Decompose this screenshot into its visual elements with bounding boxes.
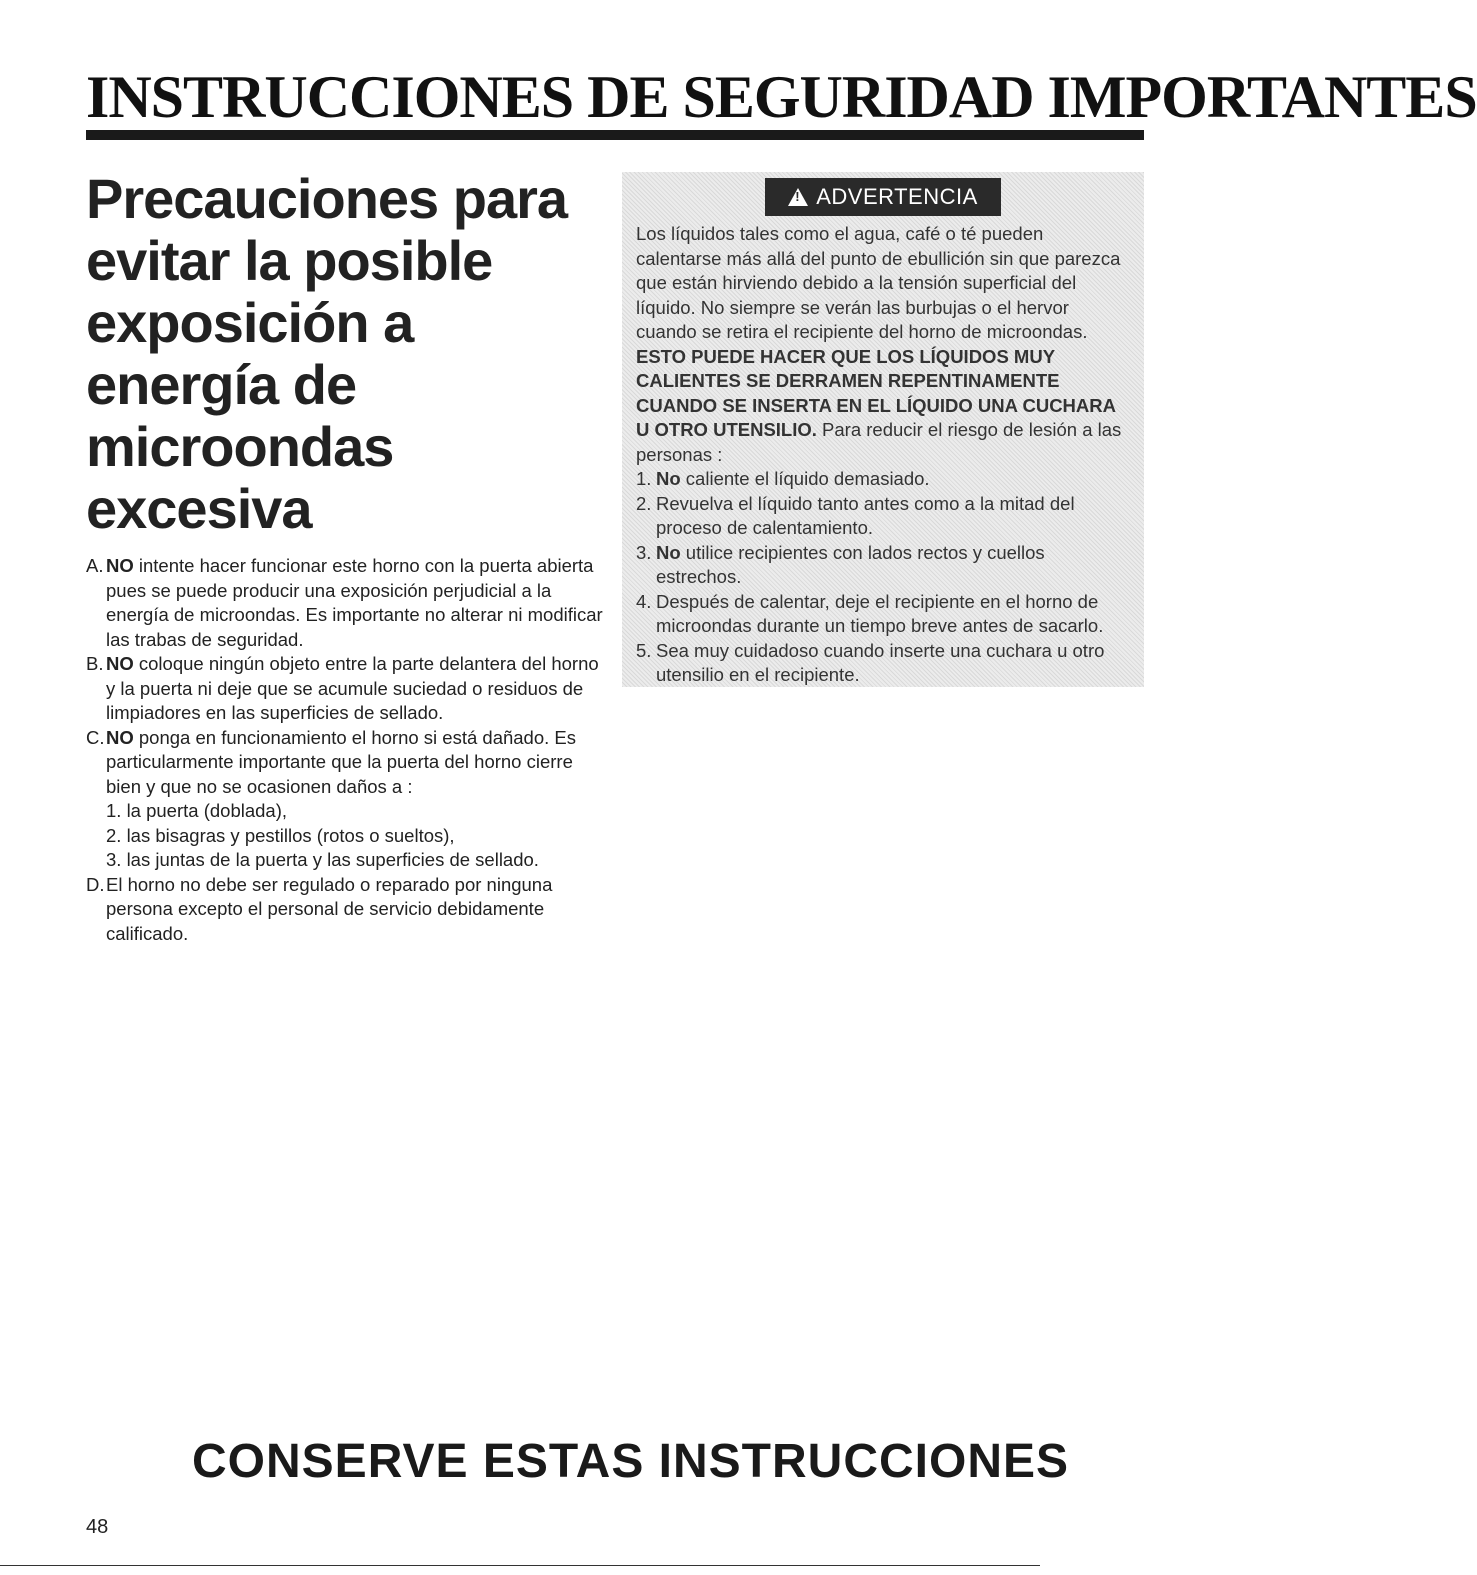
header-rule	[86, 130, 1144, 140]
precautions-column	[86, 168, 606, 946]
warning-list-item	[636, 590, 1130, 639]
precaution-emphasis: NO	[106, 726, 134, 748]
warning-intro: Los líquidos tales como el agua, café o té pueden calentarse más allá del punto de ebullición sin que parezca que están hirviendo debido a la tensión superficial del líquido. No siempre se verán las burbujas o el hervor cuando se retira el recipiente del horno de microondas.	[636, 223, 1121, 342]
section-title	[86, 168, 606, 540]
warning-list-item	[636, 492, 1130, 541]
warning-paragraph	[636, 222, 1130, 467]
bottom-rule	[0, 1565, 1040, 1566]
damage-sub-item: 1. la puerta (doblada),	[106, 800, 288, 821]
warning-item-number: 5.	[636, 639, 652, 661]
section-title-line-2: evitar la posible	[86, 229, 493, 292]
precaution-text: El horno no debe ser regulado o reparado por ninguna persona excepto el personal de servicio debidamente calificado.	[106, 873, 553, 944]
precaution-item-b	[86, 652, 606, 726]
warning-item-number: 1.	[636, 468, 652, 489]
warning-item-text: Revuelva el líquido tanto antes como a la mitad del proceso de calentamiento.	[656, 492, 1075, 538]
warning-after-caps: Para reducir el riesgo de lesión a las personas :	[636, 419, 1122, 465]
precaution-item-c	[86, 726, 606, 873]
precaution-text: intente hacer funcionar este horno con la puerta abierta pues se puede producir una exposición perjudicial a la energía de microondas. Es importante no alterar ni modificar las trabas de seguridad.	[106, 555, 603, 650]
warning-item-text: utilice recipientes con lados rectos y cuellos estrechos.	[656, 541, 1045, 587]
precaution-item-d	[86, 873, 606, 947]
damage-sub-item: 2. las bisagras y pestillos (rotos o sueltos),	[106, 824, 455, 846]
warning-header	[765, 178, 1001, 216]
warning-list-item	[636, 639, 1130, 688]
precaution-letter: A.	[86, 555, 104, 576]
warning-item-text: caliente el líquido demasiado.	[680, 468, 930, 489]
precaution-emphasis: NO	[106, 555, 134, 576]
warning-triangle-icon	[788, 188, 808, 206]
damage-sub-item: 3. las juntas de la puerta y las superficies de sellado.	[106, 849, 539, 870]
footer-title: CONSERVE ESTAS INSTRUCCIONES	[192, 1435, 1070, 1488]
page-header-title: INSTRUCCIONES DE SEGURIDAD IMPORTANTES	[86, 64, 1477, 130]
warning-item-emphasis: No	[656, 468, 681, 489]
section-title-line-3: exposición a energía de	[86, 291, 414, 416]
warning-list	[636, 467, 1130, 688]
section-title-line-1: Precauciones para	[86, 167, 568, 230]
precautions-list	[86, 554, 606, 946]
warning-list-item	[636, 467, 1130, 492]
precaution-letter: C.	[86, 726, 105, 748]
warning-item-number: 4.	[636, 590, 652, 612]
precaution-letter: D.	[86, 873, 105, 895]
precaution-item-a	[86, 554, 606, 652]
warning-label: ADVERTENCIA	[816, 184, 978, 209]
precaution-emphasis: NO	[106, 653, 134, 674]
warning-caps-text: ESTO PUEDE HACER QUE LOS LÍQUIDOS MUY CALIENTES SE DERRAMEN REPENTINAMENTE CUANDO SE INSERTA EN EL LÍQUIDO UNA CUCHARA U OTRO UTENSILIO.	[636, 345, 1116, 440]
page-number: 48	[86, 1516, 109, 1538]
warning-item-text: Sea muy cuidadoso cuando inserte una cuchara u otro utensilio en el recipiente.	[656, 639, 1105, 685]
warning-list-item	[636, 541, 1130, 590]
damage-sub-list	[106, 799, 606, 873]
precaution-text: coloque ningún objeto entre la parte delantera del horno y la puerta ni deje que se acumule suciedad o residuos de limpiadores en las superficies de sellado.	[106, 653, 599, 723]
warning-body	[622, 216, 1144, 688]
section-title-line-4: microondas excesiva	[86, 415, 394, 540]
warning-box	[622, 172, 1144, 687]
precaution-text: ponga en funcionamiento el horno si está dañado. Es particularmente importante que la puerta del horno cierre bien y que no se ocasionen daños a :	[106, 726, 577, 797]
warning-item-emphasis: No	[656, 541, 681, 563]
warning-item-number: 2.	[636, 492, 652, 514]
precaution-letter: B.	[86, 653, 104, 674]
warning-item-text: Después de calentar, deje el recipiente en el horno de microondas durante un tiempo breve antes de sacarlo.	[656, 590, 1104, 636]
warning-item-number: 3.	[636, 541, 652, 563]
